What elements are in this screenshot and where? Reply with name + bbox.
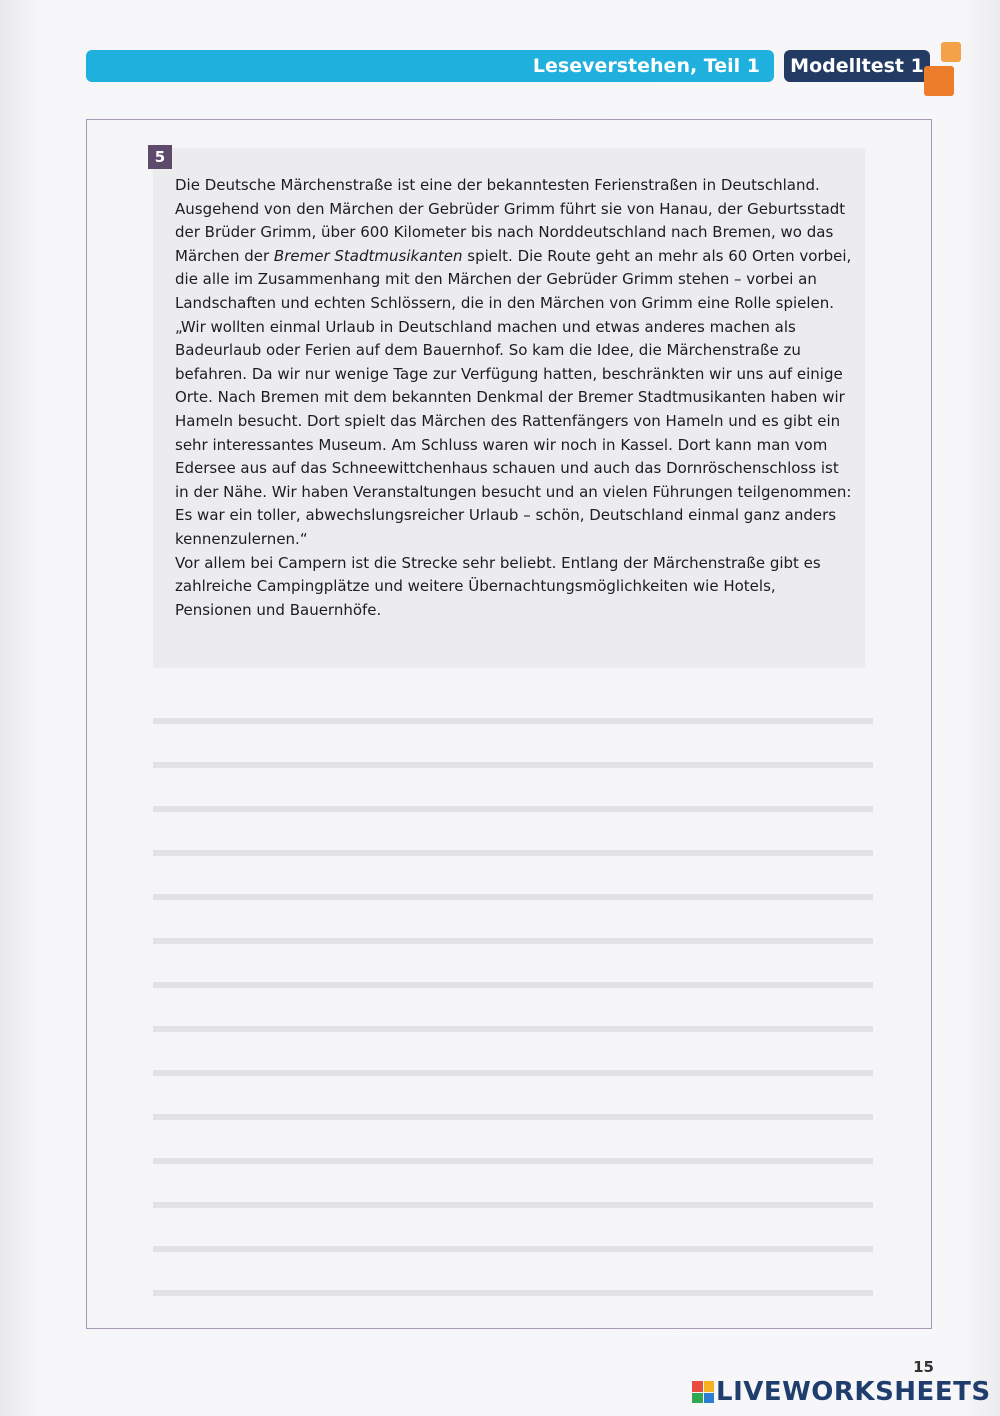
page-number: 15 — [913, 1358, 934, 1376]
reading-text — [175, 174, 855, 622]
decorative-square-large — [924, 66, 954, 96]
test-label: Modelltest 1 — [790, 55, 924, 77]
section-header-bar — [86, 50, 774, 82]
paragraph-2: „Wir wollten einmal Urlaub in Deutschland machen und etwas anderes machen als Badeurlaub oder Ferien auf dem Bauernhof. So kam die Idee, die Märchenstraße zu befahren. Da wir nur wenige Tage zur Verfügung hatten, beschränkten wir uns auf einige Orte. Nach Bremen mit dem bekannten Denkmal der Bremer Stadtmusikanten haben wir Hameln besucht. Dort spielt das Märchen des Rattenfängers von Hameln und es gibt ein sehr interessantes Museum. Am Schluss waren wir noch in Kassel. Dort kann man vom Edersee aus auf das Schneewittchenhaus schauen und auch das Dornröschenschloss ist in der Nähe. Wir haben Veranstaltungen besucht und an vielen Führungen teilgenommen: Es war ein toller, abwechslungsreicher Urlaub – schön, Deutschland einmal ganz anders kennenzulernen.“ — [175, 317, 852, 548]
text-number-badge: 5 — [148, 145, 172, 169]
paragraph-3: Vor allem bei Campern ist die Strecke sehr beliebt. Entlang der Märchenstraße gibt es zahlreiche Campingplätze und weitere Übernachtungsmöglichkeiten wie Hotels, Pensionen und Bauernhöfe. — [175, 553, 821, 619]
show-through-lines — [153, 680, 873, 1300]
test-label-badge — [784, 50, 930, 82]
section-title: Leseverstehen, Teil 1 — [532, 55, 760, 77]
liveworksheets-logo — [692, 1378, 991, 1406]
liveworksheets-logo-text: LIVEWORKSHEETS — [716, 1377, 991, 1407]
liveworksheets-logo-icon — [692, 1381, 714, 1403]
paragraph-1-start: Die Deutsche Märchenstraße ist eine der bekanntesten Ferienstraßen in Deutschland. Ausgehend von den Märchen der Gebrüder Grimm führt sie von Hanau, der Geburtsstadt der Brüder Grimm, über 600 Kilometer bis nach Norddeutschland nach Bremen, wo das Märchen der — [175, 176, 846, 265]
paragraph-1-italic: Bremer Stadtmusikanten — [273, 246, 463, 265]
paragraph-1 — [175, 174, 855, 316]
paragraph-1-end: spielt. Die Route geht an mehr als 60 Orten vorbei, die alle im Zusammenhang mit den Märchen der Gebrüder Grimm stehen – vorbei an Landschaften und echten Schlössern, die in den Märchen von Grimm eine Rolle spielen. — [175, 246, 852, 312]
decorative-square-small — [941, 42, 961, 62]
text-frame — [86, 119, 932, 1329]
